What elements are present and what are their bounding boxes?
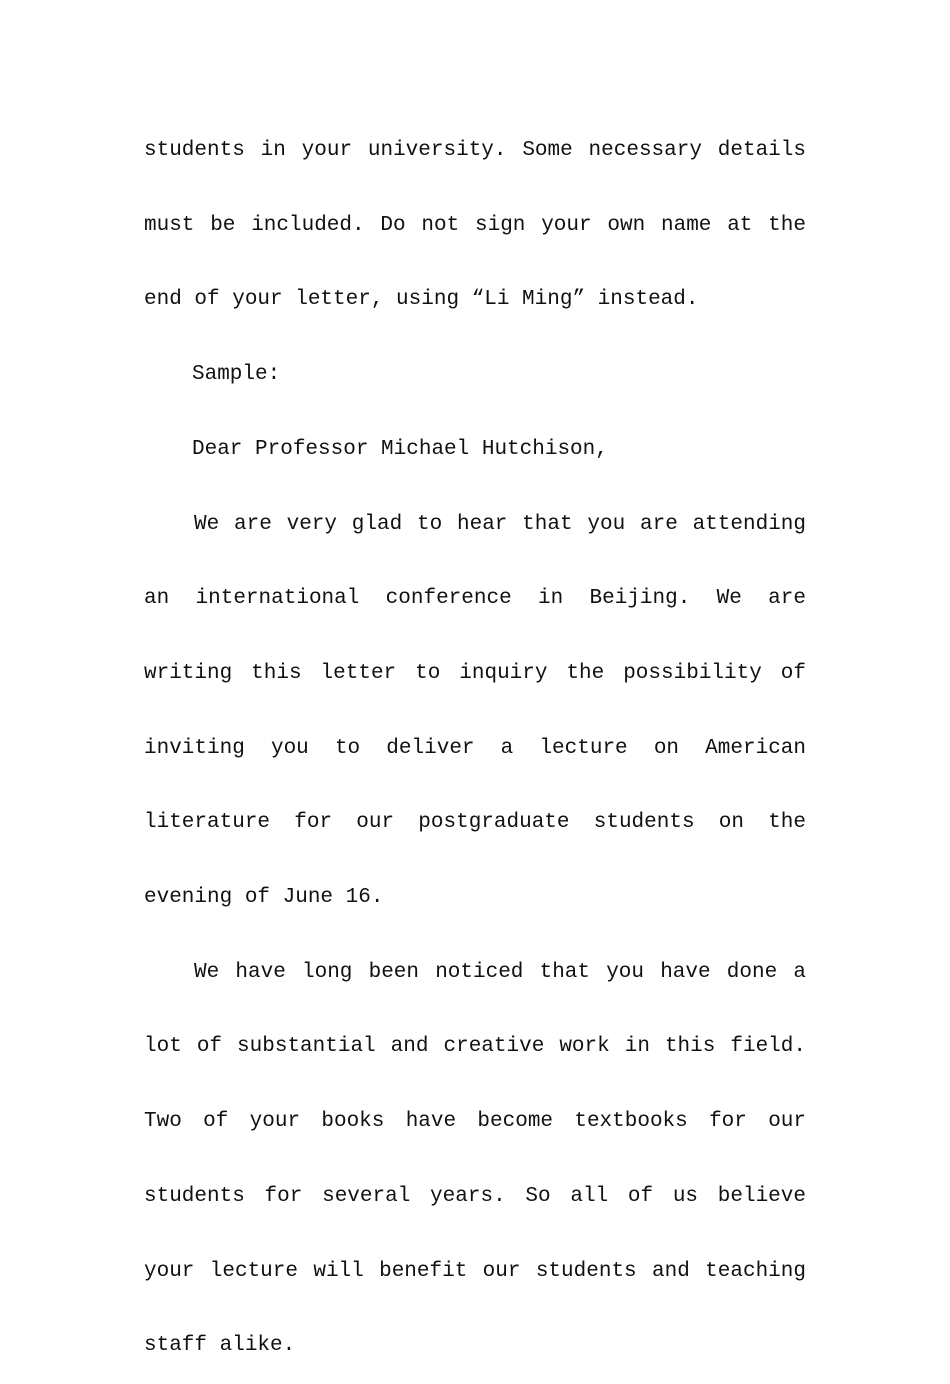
paragraph-reason: We have long been noticed that you have done a lot of substantial and creative work in this field. Two of your books have become textbooks for our students for several years. So all of us believe your lecture will benefit our students and teaching staff alike. [144,960,806,1358]
paragraph-invitation: We are very glad to hear that you are attending an international conference in Beijing. We are writing this letter to inquiry the possibility of inviting you to deliver a lecture on American literature for our postgraduate students on the evening of June 16. [144,512,806,910]
paragraph-instructions: students in your university. Some necessary details must be included. Do not sign your own name at the end of your letter, using “Li Ming” instead. [144,139,806,312]
paragraph-sample-label: Sample: [192,363,281,387]
document-body [144,114,806,1384]
paragraph-salutation: Dear Professor Michael Hutchison, [192,437,608,461]
